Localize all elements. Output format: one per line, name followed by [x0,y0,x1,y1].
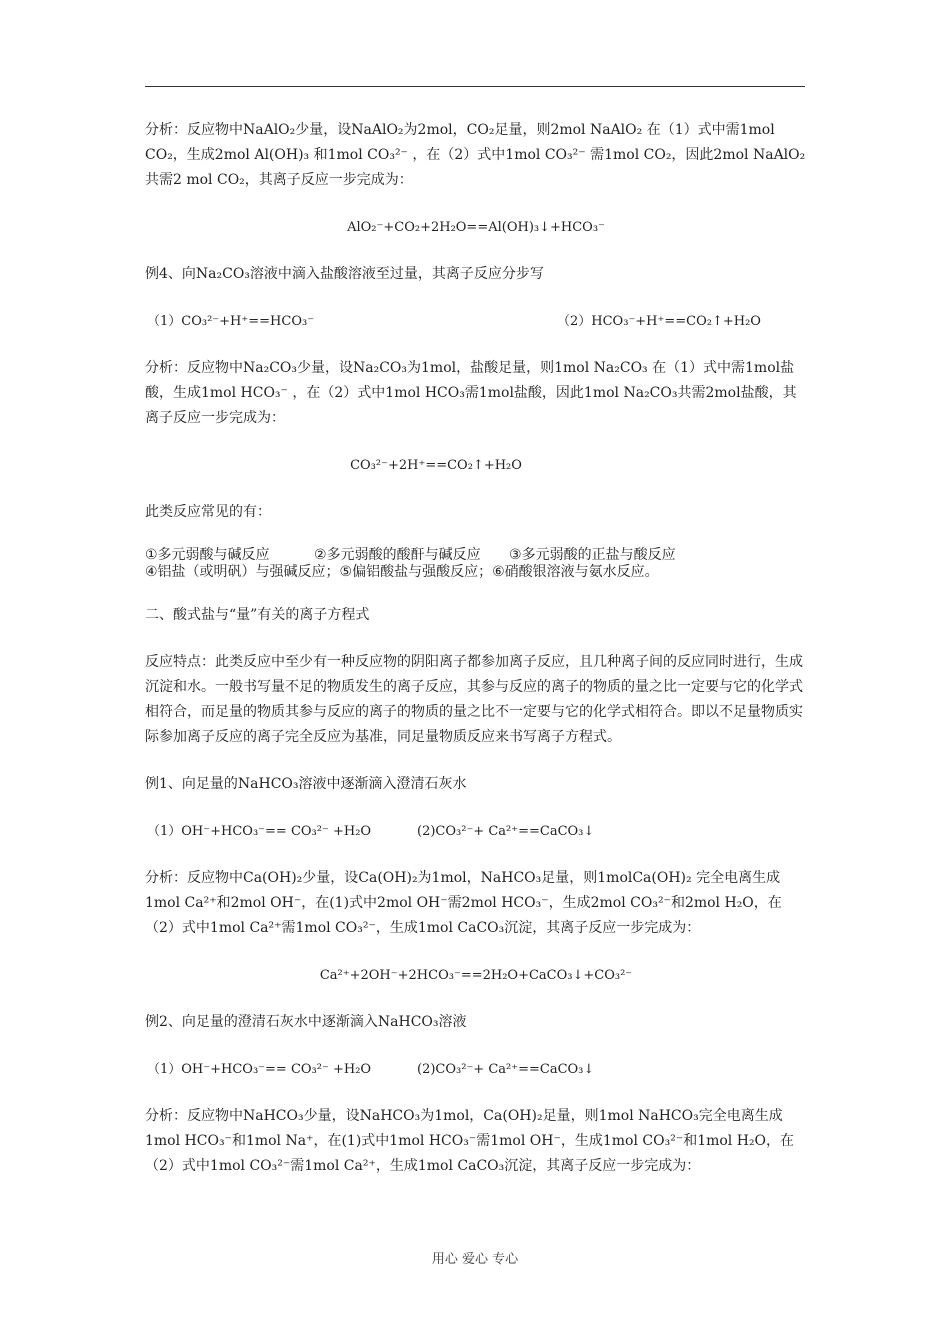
equation-3: Ca²⁺+2OH⁻+2HCO₃⁻==2H₂O+CaCO₃↓+CO₃²⁻ [319,968,633,983]
equation-2: CO₃²⁻+2H⁺==CO₂↑+H₂O [350,458,522,473]
example-1-equations [145,819,807,844]
analysis-paragraph-4: 分析：反应物中NaHCO₃少量，设NaHCO₃为1mol，Ca(OH)₂足量，则1mol NaHCO₃完全电离生成1mol HCO₃⁻和1mol Na⁺，在(1)式中1mol HCO₃⁻需1mol OH⁻，生成1mol CO₃²⁻和1mol H₂O，在（2）式中1mol CO₃²⁻需1mol Ca²⁺，生成1mol CaCO₃沉淀，其离子反应一步完成为： [145,1108,795,1174]
common-reactions-list [145,547,807,581]
list-item-1: ①多元弱酸与碱反应 [145,547,270,563]
list-item-3: ③多元弱酸的正盐与酸反应 [509,547,676,563]
example-4-step-1: （1）CO₃²⁻+H⁺==HCO₃⁻ [147,314,315,329]
section-2-title: 二、酸式盐与“量”有关的离子方程式 [145,607,370,623]
example-1-title: 例1、向足量的NaHCO₃溶液中逐渐滴入澄清石灰水 [145,776,467,792]
example-4-equations [145,309,807,334]
list-item-2: ②多元弱酸的酸酐与碱反应 [314,547,481,563]
common-reactions-title: 此类反应常见的有： [145,504,271,520]
page-footer: 用心 爱心 专心 [431,1252,519,1267]
analysis-paragraph-2: 分析：反应物中Na₂CO₃少量，设Na₂CO₃为1mol，盐酸足量，则1mol Na₂CO₃ 在（1）式中需1mol盐酸，生成1mol HCO₃⁻ ，在（2）式中1mol HCO₃需1mol盐酸，因此1mol Na₂CO₃共需2mol盐酸，其离子反应一步完成为： [145,360,797,426]
example-4-title: 例4、向Na₂CO₃溶液中滴入盐酸溶液至过量，其离子反应分步写 [145,266,544,282]
analysis-paragraph-3: 分析：反应物中Ca(OH)₂少量，设Ca(OH)₂为1mol，NaHCO₃足量，则1molCa(OH)₂ 完全电离生成1mol Ca²⁺和2mol OH⁻，在(1)式中2mol OH⁻需2mol HCO₃⁻，生成2mol CO₃²⁻和2mol H₂O，在（2）式中1mol Ca²⁺需1mol CO₃²⁻，生成1mol CaCO₃沉淀，其离子反应一步完成为： [145,870,782,936]
example-2-step-1: （1）OH⁻+HCO₃⁻== CO₃²⁻ +H₂O [147,1062,372,1077]
example-1-step-1: （1）OH⁻+HCO₃⁻== CO₃²⁻ +H₂O [147,824,372,839]
header-rule [145,86,805,87]
example-4-step-2: （2）HCO₃⁻+H⁺==CO₂↑+H₂O [557,314,761,329]
reaction-features-paragraph: 反应特点：此类反应中至少有一种反应物的阴阳离子都参加离子反应，且几种离子间的反应同时进行，生成沉淀和水。一般书写量不足的物质发生的离子反应，其参与反应的离子的物质的量之比一定要与它的化学式相符合，而足量的物质其参与反应的离子的物质的量之比不一定要与它的化学式相符合。即以不足量物质实际参加离子反应的离子完全反应为基准，同足量物质反应来书写离子方程式。 [145,654,803,745]
example-2-equations [145,1057,807,1082]
common-reactions-line-1 [145,547,807,564]
example-2-step-2: (2)CO₃²⁻+ Ca²⁺==CaCO₃↓ [417,1062,595,1077]
analysis-paragraph-1: 分析：反应物中NaAlO₂少量，设NaAlO₂为2mol，CO₂足量，则2mol NaAlO₂ 在（1）式中需1mol CO₂，生成2mol Al(OH)₃ 和1mol CO₃²⁻ ，在（2）式中1mol CO₃²⁻ 需1mol CO₂，因此2mol NaAlO₂ 共需2 mol CO₂，其离子反应一步完成为： [145,122,806,188]
common-reactions-line-2: ④铝盐（或明矾）与强碱反应；⑤偏铝酸盐与强酸反应；⑥硝酸银溶液与氨水反应。 [145,564,659,580]
example-2-title: 例2、向足量的澄清石灰水中逐渐滴入NaHCO₃溶液 [145,1014,467,1030]
document-body [145,118,807,1201]
equation-1: AlO₂⁻+CO₂+2H₂O==Al(OH)₃↓+HCO₃⁻ [347,220,605,235]
example-1-step-2: (2)CO₃²⁻+ Ca²⁺==CaCO₃↓ [417,824,595,839]
